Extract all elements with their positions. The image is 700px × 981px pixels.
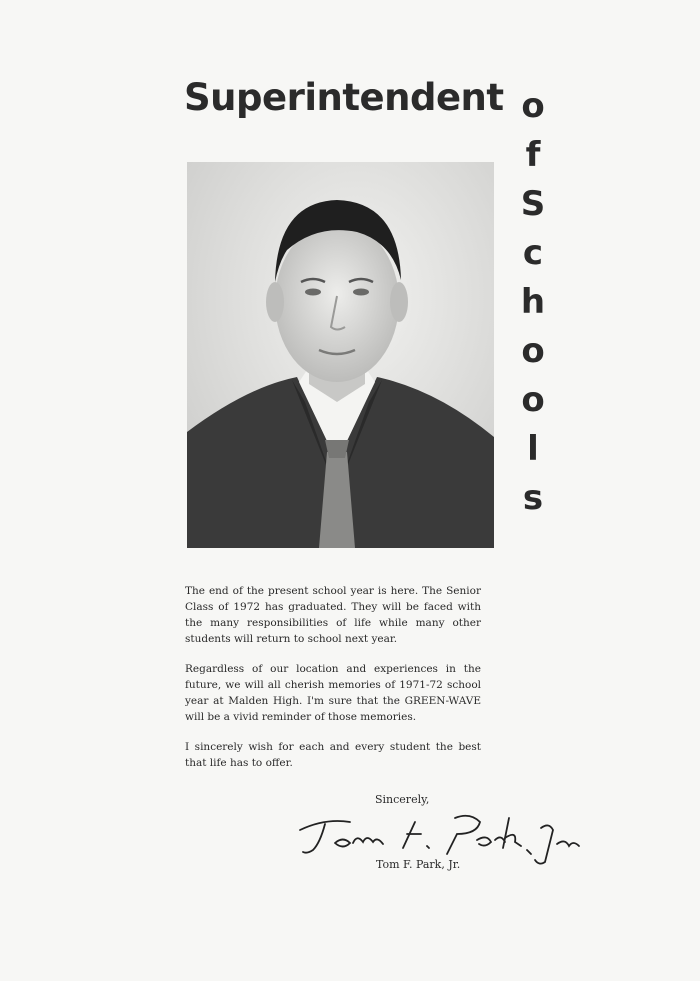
vertical-letter: s — [522, 478, 544, 518]
vertical-letter: o — [521, 86, 545, 126]
vertical-title — [515, 82, 551, 523]
letter-paragraph: Regardless of our location and experiences in the future, we will all cherish memories of 1971-72 school year at Malden High. I'm sure that the GREEN-WAVE will be a vivid reminder of those memories. — [185, 663, 481, 723]
vertical-letter: o — [521, 331, 545, 371]
page-title: Superintendent — [184, 76, 504, 119]
letter-paragraph: I sincerely wish for each and every student the best that life has to offer. — [185, 741, 481, 769]
typed-name: Tom F. Park, Jr. — [376, 858, 461, 871]
vertical-letter: S — [520, 184, 546, 224]
letter-body — [185, 583, 481, 785]
letter-paragraph: The end of the present school year is here. The Senior Class of 1972 has graduated. They will be faced with the many responsibilities of life while many other students will return to school next year. — [185, 585, 481, 645]
vertical-letter: o — [521, 380, 545, 420]
vertical-letter: f — [525, 135, 541, 175]
vertical-letter: c — [522, 233, 544, 273]
closing: Sincerely, — [375, 793, 430, 806]
portrait-photo — [187, 162, 494, 548]
vertical-letter: h — [520, 282, 546, 322]
vertical-letter: l — [527, 429, 539, 469]
